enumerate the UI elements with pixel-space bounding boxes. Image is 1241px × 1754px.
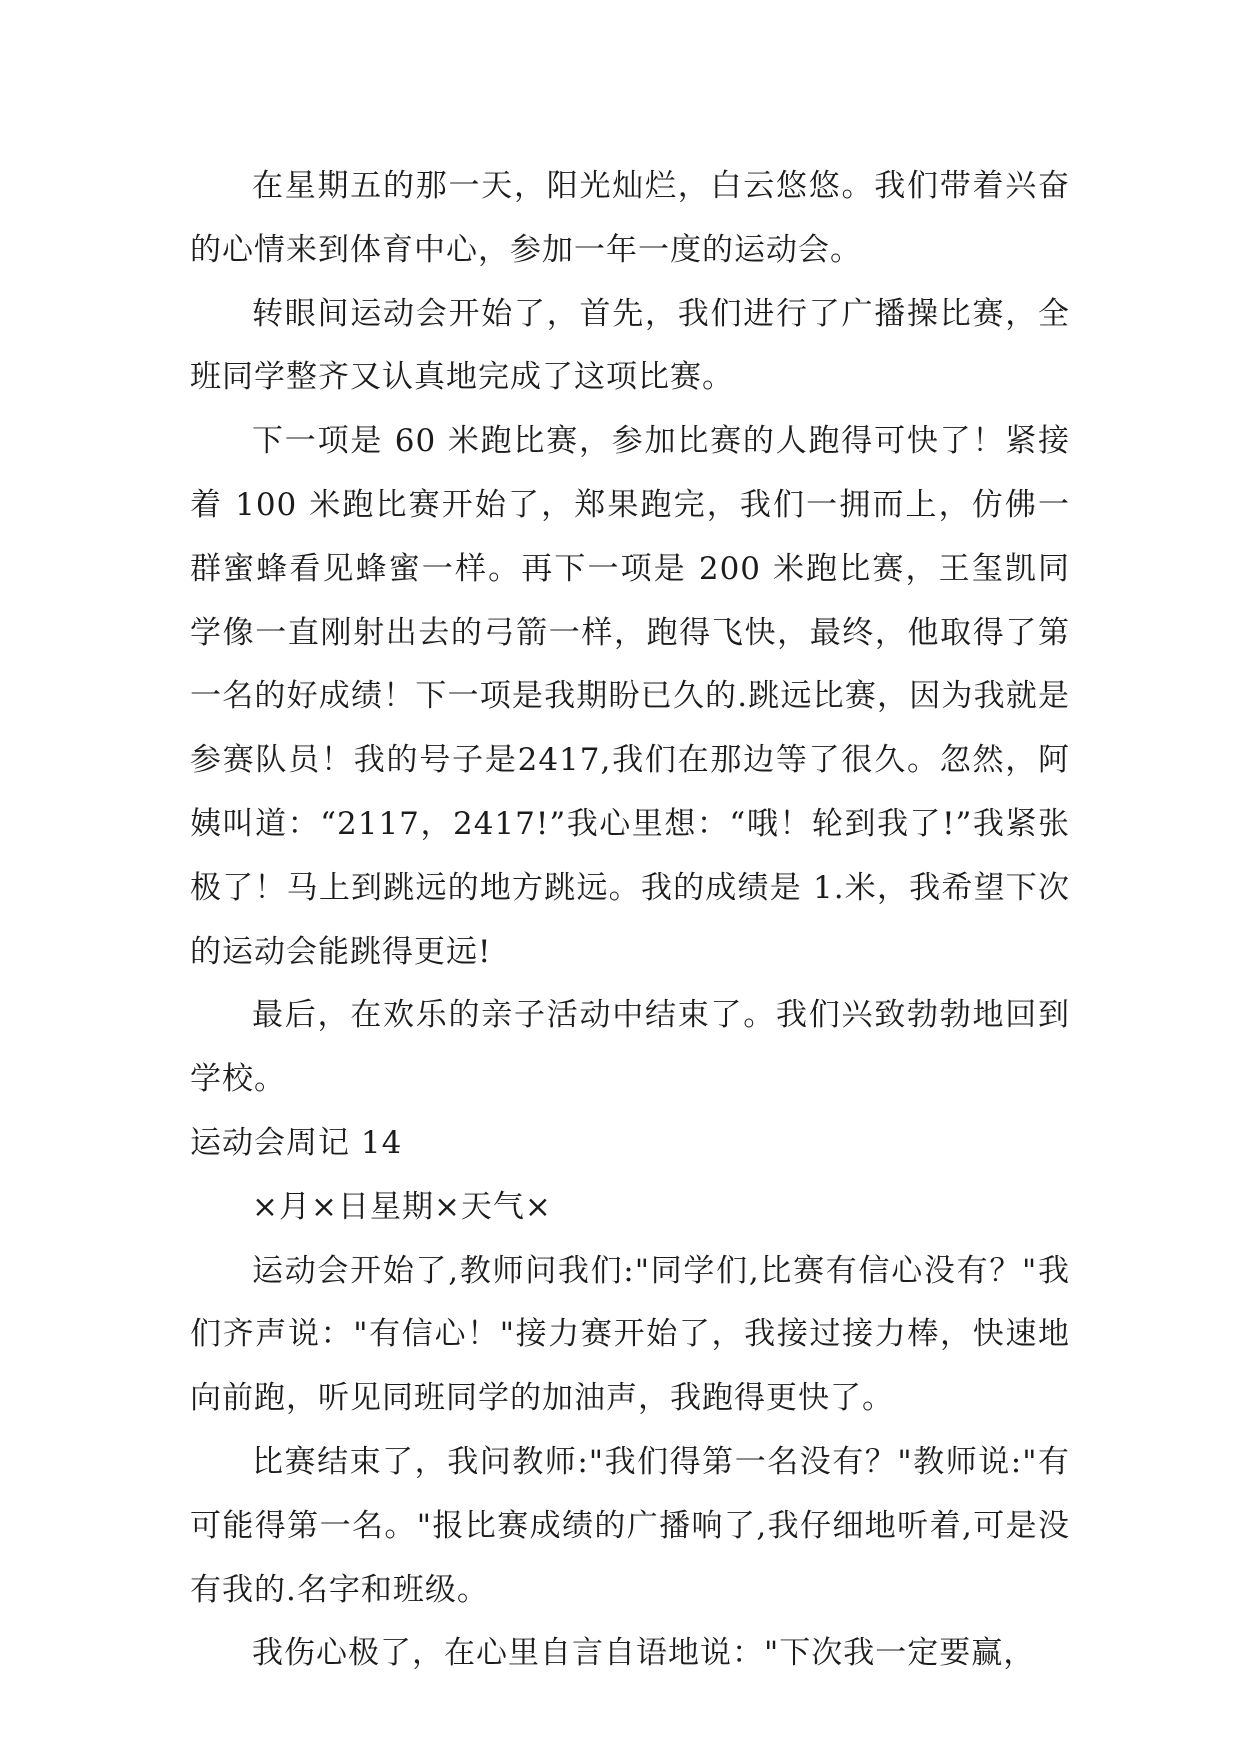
paragraph-resolution: 我伤心极了，在心里自言自语地说："下次我一定要赢， <box>252 1635 1036 1672</box>
document-body <box>190 155 1070 1686</box>
paragraph-races-and-long-jump: 下一项是 60 米跑比赛，参加比赛的人跑得可快了！紧接着 100 米跑比赛开始了，郑果跑完，我们一拥而上，仿佛一群蜜蜂看见蜂蜜一样。再下一项是 200 米跑比赛，王玺凯同学像一直刚射出去的弓箭一样，跑得飞快，最终，他取得了第一名的好成绩！下一项是我期盼已久的.跳远比赛，因为我就是参赛队员！我的号子是2417,我们在那边等了很久。忽然，阿姨叫道：“2117，2417!”我心里想：“哦！轮到我了!”我紧张极了！马上到跳远的地方跳远。我的成绩是 1.米，我希望下次的运动会能跳得更远! <box>190 423 1070 970</box>
paragraph-broadcast-exercise: 转眼间运动会开始了，首先，我们进行了广播操比赛，全班同学整齐又认真地完成了这项比赛。 <box>190 295 1070 396</box>
date-weather-line: ×月×日星期×天气× <box>252 1188 552 1225</box>
section-heading: 运动会周记 14 <box>190 1124 403 1161</box>
paragraph-results: 比赛结束了，我问教师:"我们得第一名没有？"教师说:"有可能得第一名。"报比赛成绩的广播响了,我仔细地听着,可是没有我的.名字和班级。 <box>190 1443 1070 1608</box>
paragraph-ending: 最后，在欢乐的亲子活动中结束了。我们兴致勃勃地回到学校。 <box>190 997 1070 1098</box>
paragraph-sports-day-intro: 在星期五的那一天，阳光灿烂，白云悠悠。我们带着兴奋的心情来到体育中心，参加一年一度的运动会。 <box>190 168 1070 268</box>
paragraph-relay-race: 运动会开始了,教师问我们:"同学们,比赛有信心没有？"我们齐声说："有信心！"接力赛开始了，我接过接力棒，快速地向前跑，听见同班同学的加油声，我跑得更快了。 <box>190 1252 1070 1417</box>
